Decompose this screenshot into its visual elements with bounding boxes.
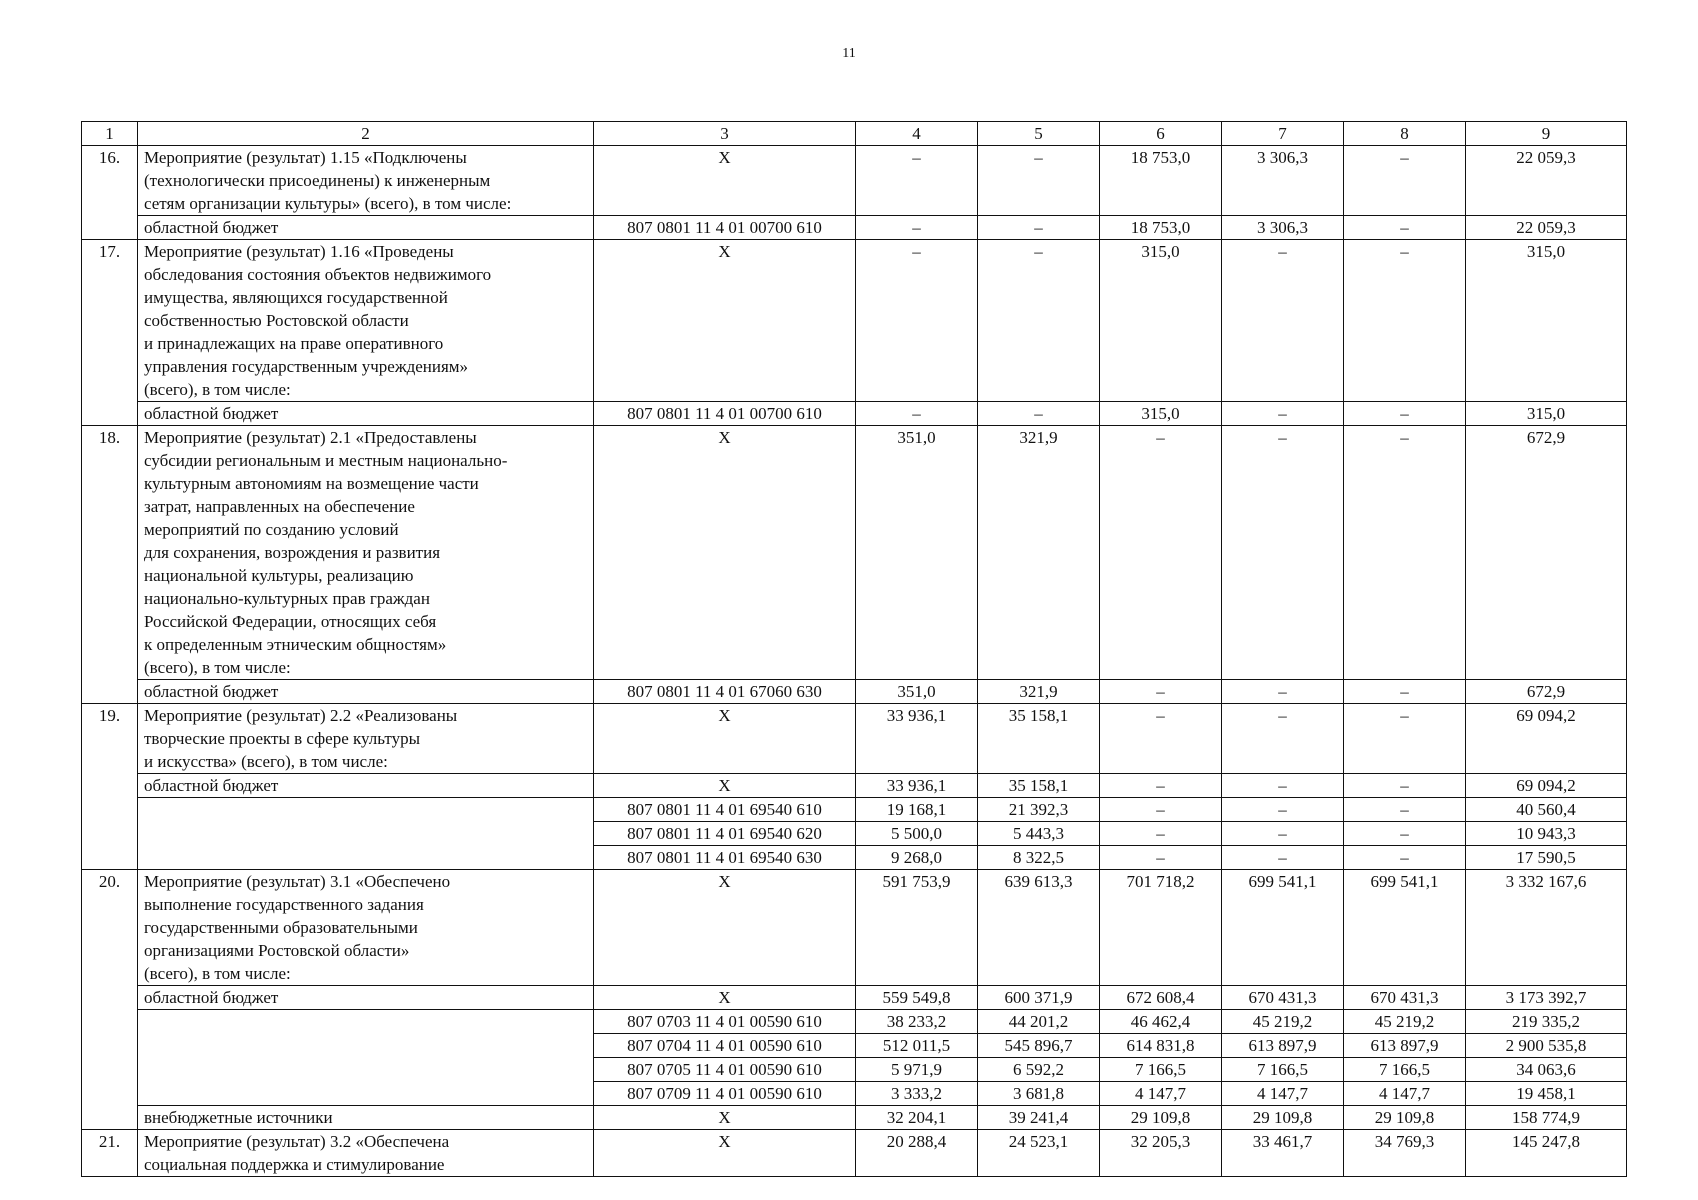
header-cell-3: 3 [594, 122, 856, 146]
value-cell-col-8: 29 109,8 [1344, 1106, 1466, 1130]
budget-code-cell: 807 0703 11 4 01 00590 610 [594, 1010, 856, 1034]
description-cell: Мероприятие (результат) 3.1 «Обеспечено выполнение государственного задания государственными образовательными организациями Ростовской области» (всего), в том числе: [138, 870, 594, 986]
table-row [82, 798, 1627, 822]
value-cell-col-5: 639 613,3 [978, 870, 1100, 986]
value-cell-col-4: 9 268,0 [856, 846, 978, 870]
description-cell [138, 1010, 594, 1106]
value-cell-col-9: 17 590,5 [1466, 846, 1627, 870]
budget-table [81, 121, 1627, 1177]
budget-code-cell: 807 0705 11 4 01 00590 610 [594, 1058, 856, 1082]
description-cell [138, 798, 594, 870]
header-cell-2: 2 [138, 122, 594, 146]
description-cell: областной бюджет [138, 680, 594, 704]
value-cell-col-8: – [1344, 798, 1466, 822]
value-cell-col-4: – [856, 216, 978, 240]
value-cell-col-8: – [1344, 822, 1466, 846]
value-cell-col-9: 34 063,6 [1466, 1058, 1627, 1082]
budget-code-cell: Х [594, 240, 856, 402]
header-cell-7: 7 [1222, 122, 1344, 146]
budget-code-cell: Х [594, 774, 856, 798]
value-cell-col-4: 351,0 [856, 680, 978, 704]
value-cell-col-8: – [1344, 216, 1466, 240]
value-cell-col-9: 3 173 392,7 [1466, 986, 1627, 1010]
value-cell-col-6: 4 147,7 [1100, 1082, 1222, 1106]
value-cell-col-6: – [1100, 798, 1222, 822]
value-cell-col-9: 672,9 [1466, 680, 1627, 704]
value-cell-col-6: 32 205,3 [1100, 1130, 1222, 1177]
value-cell-col-8: – [1344, 680, 1466, 704]
value-cell-col-6: – [1100, 822, 1222, 846]
value-cell-col-9: 10 943,3 [1466, 822, 1627, 846]
value-cell-col-5: 5 443,3 [978, 822, 1100, 846]
value-cell-col-7: 613 897,9 [1222, 1034, 1344, 1058]
value-cell-col-7: 4 147,7 [1222, 1082, 1344, 1106]
header-cell-1: 1 [82, 122, 138, 146]
value-cell-col-6: 701 718,2 [1100, 870, 1222, 986]
value-cell-col-8: 34 769,3 [1344, 1130, 1466, 1177]
value-cell-col-4: 512 011,5 [856, 1034, 978, 1058]
value-cell-col-6: 315,0 [1100, 402, 1222, 426]
table-row [82, 986, 1627, 1010]
value-cell-col-7: – [1222, 798, 1344, 822]
description-cell: Мероприятие (результат) 2.2 «Реализованы творческие проекты в сфере культуры и искусства» (всего), в том числе: [138, 704, 594, 774]
table-row [82, 870, 1627, 986]
header-cell-8: 8 [1344, 122, 1466, 146]
page-number: 11 [842, 46, 856, 61]
value-cell-col-5: 21 392,3 [978, 798, 1100, 822]
budget-code-cell: Х [594, 426, 856, 680]
table-row [82, 1106, 1627, 1130]
row-number-cell: 19. [82, 704, 138, 870]
value-cell-col-7: 3 306,3 [1222, 216, 1344, 240]
row-number-cell: 18. [82, 426, 138, 704]
budget-code-cell: 807 0801 11 4 01 69540 610 [594, 798, 856, 822]
table-row [82, 402, 1627, 426]
value-cell-col-9: 3 332 167,6 [1466, 870, 1627, 986]
value-cell-col-7: – [1222, 402, 1344, 426]
value-cell-col-5: – [978, 240, 1100, 402]
value-cell-col-5: – [978, 216, 1100, 240]
value-cell-col-7: – [1222, 704, 1344, 774]
value-cell-col-5: 39 241,4 [978, 1106, 1100, 1130]
header-cell-5: 5 [978, 122, 1100, 146]
budget-code-cell: 807 0801 11 4 01 00700 610 [594, 402, 856, 426]
value-cell-col-7: – [1222, 240, 1344, 402]
value-cell-col-4: 32 204,1 [856, 1106, 978, 1130]
value-cell-col-6: 7 166,5 [1100, 1058, 1222, 1082]
budget-code-cell: 807 0801 11 4 01 69540 630 [594, 846, 856, 870]
budget-code-cell: Х [594, 986, 856, 1010]
budget-code-cell: Х [594, 146, 856, 216]
row-number-cell: 20. [82, 870, 138, 1130]
description-cell: внебюджетные источники [138, 1106, 594, 1130]
budget-code-cell: 807 0801 11 4 01 69540 620 [594, 822, 856, 846]
value-cell-col-6: – [1100, 680, 1222, 704]
description-cell: областной бюджет [138, 402, 594, 426]
value-cell-col-9: 69 094,2 [1466, 774, 1627, 798]
value-cell-col-6: – [1100, 704, 1222, 774]
table-row [82, 240, 1627, 402]
value-cell-col-4: – [856, 146, 978, 216]
value-cell-col-4: – [856, 240, 978, 402]
value-cell-col-7: 670 431,3 [1222, 986, 1344, 1010]
value-cell-col-4: 5 971,9 [856, 1058, 978, 1082]
value-cell-col-6: 46 462,4 [1100, 1010, 1222, 1034]
value-cell-col-4: 20 288,4 [856, 1130, 978, 1177]
value-cell-col-8: – [1344, 402, 1466, 426]
value-cell-col-8: 45 219,2 [1344, 1010, 1466, 1034]
value-cell-col-6: – [1100, 846, 1222, 870]
value-cell-col-9: 315,0 [1466, 402, 1627, 426]
value-cell-col-4: – [856, 402, 978, 426]
value-cell-col-8: 613 897,9 [1344, 1034, 1466, 1058]
value-cell-col-5: 8 322,5 [978, 846, 1100, 870]
value-cell-col-9: 145 247,8 [1466, 1130, 1627, 1177]
value-cell-col-8: – [1344, 846, 1466, 870]
value-cell-col-9: 22 059,3 [1466, 146, 1627, 216]
value-cell-col-6: 614 831,8 [1100, 1034, 1222, 1058]
description-cell: областной бюджет [138, 774, 594, 798]
table-row [82, 216, 1627, 240]
value-cell-col-9: 19 458,1 [1466, 1082, 1627, 1106]
budget-code-cell: 807 0704 11 4 01 00590 610 [594, 1034, 856, 1058]
description-cell: Мероприятие (результат) 2.1 «Предоставлены субсидии региональным и местным национально- культурным автономиям на возмещение части затрат, направленных на обеспечение мероприятий по созданию условий для сохранения, возрождения и развития национальной культуры, реализацию национально-культурных прав граждан Российской Федерации, относящих себя к определенным этническим общностям» (всего), в том числе: [138, 426, 594, 680]
value-cell-col-4: 351,0 [856, 426, 978, 680]
value-cell-col-8: 4 147,7 [1344, 1082, 1466, 1106]
value-cell-col-9: 69 094,2 [1466, 704, 1627, 774]
value-cell-col-7: – [1222, 822, 1344, 846]
budget-code-cell: Х [594, 870, 856, 986]
value-cell-col-4: 38 233,2 [856, 1010, 978, 1034]
budget-code-cell: Х [594, 1106, 856, 1130]
value-cell-col-6: 315,0 [1100, 240, 1222, 402]
value-cell-col-7: – [1222, 426, 1344, 680]
value-cell-col-8: 670 431,3 [1344, 986, 1466, 1010]
row-number-cell: 17. [82, 240, 138, 426]
value-cell-col-7: 29 109,8 [1222, 1106, 1344, 1130]
value-cell-col-4: 5 500,0 [856, 822, 978, 846]
value-cell-col-4: 33 936,1 [856, 774, 978, 798]
value-cell-col-4: 33 936,1 [856, 704, 978, 774]
table-row [82, 1130, 1627, 1177]
header-cell-6: 6 [1100, 122, 1222, 146]
value-cell-col-5: 3 681,8 [978, 1082, 1100, 1106]
value-cell-col-5: 321,9 [978, 680, 1100, 704]
value-cell-col-6: – [1100, 426, 1222, 680]
table-row [82, 1010, 1627, 1034]
value-cell-col-8: – [1344, 704, 1466, 774]
table-row [82, 774, 1627, 798]
header-cell-9: 9 [1466, 122, 1627, 146]
value-cell-col-8: 699 541,1 [1344, 870, 1466, 986]
value-cell-col-9: 2 900 535,8 [1466, 1034, 1627, 1058]
value-cell-col-8: 7 166,5 [1344, 1058, 1466, 1082]
budget-code-cell: 807 0801 11 4 01 00700 610 [594, 216, 856, 240]
table-row [82, 146, 1627, 216]
value-cell-col-5: 35 158,1 [978, 774, 1100, 798]
value-cell-col-7: 45 219,2 [1222, 1010, 1344, 1034]
table-header-row [82, 122, 1627, 146]
description-cell: областной бюджет [138, 986, 594, 1010]
value-cell-col-5: 545 896,7 [978, 1034, 1100, 1058]
value-cell-col-4: 559 549,8 [856, 986, 978, 1010]
value-cell-col-5: – [978, 402, 1100, 426]
value-cell-col-7: 7 166,5 [1222, 1058, 1344, 1082]
table-row [82, 680, 1627, 704]
description-cell: областной бюджет [138, 216, 594, 240]
value-cell-col-6: – [1100, 774, 1222, 798]
value-cell-col-8: – [1344, 146, 1466, 216]
row-number-cell: 16. [82, 146, 138, 240]
value-cell-col-5: 44 201,2 [978, 1010, 1100, 1034]
value-cell-col-5: 321,9 [978, 426, 1100, 680]
value-cell-col-9: 22 059,3 [1466, 216, 1627, 240]
value-cell-col-9: 219 335,2 [1466, 1010, 1627, 1034]
value-cell-col-4: 591 753,9 [856, 870, 978, 986]
value-cell-col-7: – [1222, 680, 1344, 704]
budget-code-cell: Х [594, 704, 856, 774]
budget-code-cell: 807 0709 11 4 01 00590 610 [594, 1082, 856, 1106]
value-cell-col-5: 600 371,9 [978, 986, 1100, 1010]
value-cell-col-8: – [1344, 240, 1466, 402]
value-cell-col-7: 699 541,1 [1222, 870, 1344, 986]
value-cell-col-5: 6 592,2 [978, 1058, 1100, 1082]
value-cell-col-6: 18 753,0 [1100, 216, 1222, 240]
value-cell-col-5: 35 158,1 [978, 704, 1100, 774]
value-cell-col-7: 3 306,3 [1222, 146, 1344, 216]
value-cell-col-5: – [978, 146, 1100, 216]
value-cell-col-4: 3 333,2 [856, 1082, 978, 1106]
value-cell-col-5: 24 523,1 [978, 1130, 1100, 1177]
description-cell: Мероприятие (результат) 3.2 «Обеспечена социальная поддержка и стимулирование [138, 1130, 594, 1177]
budget-code-cell: Х [594, 1130, 856, 1177]
budget-code-cell: 807 0801 11 4 01 67060 630 [594, 680, 856, 704]
table-row [82, 704, 1627, 774]
description-cell: Мероприятие (результат) 1.16 «Проведены обследования состояния объектов недвижимого имущества, являющихся государственной собственностью Ростовской области и принадлежащих на праве оперативного управления государственным учреждениям» (всего), в том числе: [138, 240, 594, 402]
value-cell-col-9: 158 774,9 [1466, 1106, 1627, 1130]
value-cell-col-9: 315,0 [1466, 240, 1627, 402]
header-cell-4: 4 [856, 122, 978, 146]
value-cell-col-4: 19 168,1 [856, 798, 978, 822]
description-cell: Мероприятие (результат) 1.15 «Подключены (технологически присоединены) к инженерным сетям организации культуры» (всего), в том числе: [138, 146, 594, 216]
value-cell-col-7: – [1222, 846, 1344, 870]
value-cell-col-6: 29 109,8 [1100, 1106, 1222, 1130]
value-cell-col-8: – [1344, 774, 1466, 798]
value-cell-col-6: 672 608,4 [1100, 986, 1222, 1010]
value-cell-col-8: – [1344, 426, 1466, 680]
value-cell-col-7: – [1222, 774, 1344, 798]
row-number-cell: 21. [82, 1130, 138, 1177]
value-cell-col-7: 33 461,7 [1222, 1130, 1344, 1177]
value-cell-col-9: 40 560,4 [1466, 798, 1627, 822]
value-cell-col-9: 672,9 [1466, 426, 1627, 680]
table-row [82, 426, 1627, 680]
value-cell-col-6: 18 753,0 [1100, 146, 1222, 216]
